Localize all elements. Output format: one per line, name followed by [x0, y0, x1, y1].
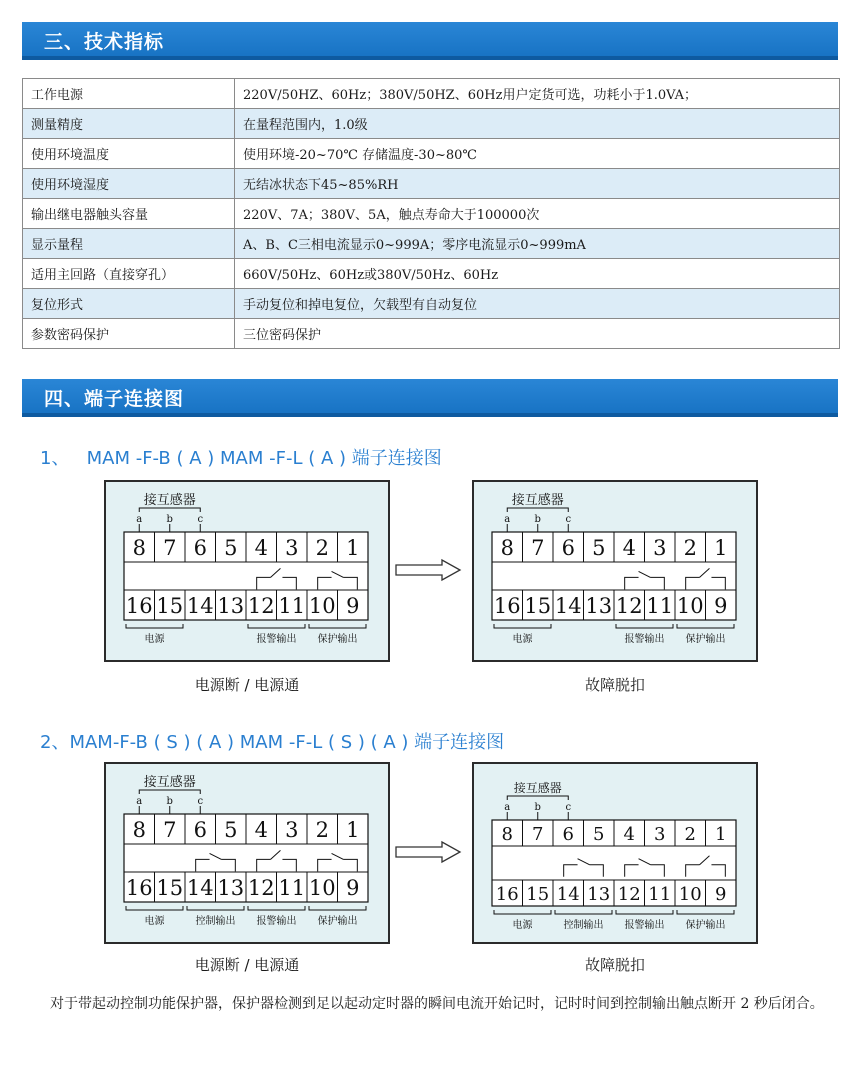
terminal-number: 7	[163, 536, 177, 560]
terminal-number: 6	[562, 824, 574, 845]
terminal-number: 2	[315, 818, 329, 842]
terminal-number: 12	[615, 594, 643, 618]
group-bracket	[309, 906, 366, 910]
terminal-number: 11	[278, 594, 306, 618]
terminal-number: 4	[622, 536, 636, 560]
terminal-group-label: 保护输出	[685, 634, 726, 645]
ct-phase-label: a	[504, 802, 511, 813]
table-row	[23, 259, 840, 289]
terminal-group-label: 电源	[512, 920, 533, 931]
terminal-number: 16	[125, 594, 153, 618]
diagram-2-title: 2、MAM-F-B ( S ) ( A ) MAM -F-L ( S ) ( A ) 端子连接图	[40, 732, 505, 753]
table-row	[23, 109, 840, 139]
terminal-group-label: 控制输出	[563, 920, 604, 931]
spec-value: 在量程范围内，1.0级	[235, 109, 840, 139]
diagram-2-before-caption: 电源断 / 电源通	[194, 956, 300, 974]
group-bracket	[126, 624, 183, 628]
terminal-number: 8	[500, 536, 514, 560]
ct-phase-label: a	[504, 514, 511, 525]
table-row	[23, 289, 840, 319]
terminal-number: 4	[254, 818, 268, 842]
terminal-group-label: 保护输出	[685, 920, 726, 931]
terminal-number: 12	[247, 594, 275, 618]
terminal-number: 7	[163, 818, 177, 842]
terminal-number: 1	[346, 818, 360, 842]
terminal-number: 16	[495, 884, 519, 905]
spec-key: 参数密码保护	[23, 319, 235, 349]
terminal-number: 16	[125, 876, 153, 900]
terminal-number: 12	[617, 884, 641, 905]
spec-value: 660V/50Hz、60Hz或380V/50Hz、60Hz	[235, 259, 840, 289]
spec-key: 使用环境湿度	[23, 169, 235, 199]
ct-label: 接互感器	[143, 493, 196, 508]
terminal-number: 7	[531, 536, 545, 560]
spec-value: 无结冰状态下45~85%RH	[235, 169, 840, 199]
terminal-number: 15	[156, 594, 184, 618]
terminal-number: 3	[285, 818, 299, 842]
ct-label: 接互感器	[511, 493, 564, 508]
ct-phase-label: a	[136, 514, 143, 525]
diagram-1-after-panel	[472, 480, 758, 662]
spec-key: 工作电源	[23, 79, 235, 109]
ct-phase-label: b	[166, 514, 173, 525]
table-row	[23, 169, 840, 199]
section-header-tech	[22, 22, 838, 60]
terminal-number: 15	[524, 594, 552, 618]
spec-value: 使用环境-20~70℃ 存储温度-30~80℃	[235, 139, 840, 169]
terminal-number: 13	[585, 594, 613, 618]
ct-phase-label: c	[565, 802, 572, 813]
table-row	[23, 139, 840, 169]
ct-label: 接互感器	[143, 775, 196, 790]
terminal-number: 6	[193, 536, 207, 560]
group-bracket	[187, 906, 244, 910]
group-bracket	[616, 624, 673, 628]
diagram-1-before-panel	[104, 480, 390, 662]
terminal-number: 12	[247, 876, 275, 900]
terminal-number: 2	[684, 824, 696, 845]
ct-bracket	[139, 508, 200, 512]
group-bracket	[677, 910, 734, 914]
terminal-number: 6	[193, 818, 207, 842]
terminal-group-label: 报警输出	[624, 920, 665, 931]
ct-bracket	[139, 790, 200, 794]
group-bracket	[677, 624, 734, 628]
group-bracket	[309, 624, 366, 628]
terminal-number: 5	[224, 536, 238, 560]
ct-phase-label: a	[136, 796, 143, 807]
spec-table	[22, 78, 840, 349]
terminal-group-label: 控制输出	[195, 916, 236, 927]
terminal-number: 4	[623, 824, 635, 845]
spec-value: 220V/50HZ、60Hz；380V/50HZ、60Hz用户定货可选，功耗小于1.0VA；	[235, 79, 840, 109]
terminal-number: 1	[346, 536, 360, 560]
terminal-group-label: 电源	[512, 634, 533, 645]
terminal-group-label: 电源	[144, 634, 165, 645]
terminal-number: 9	[346, 876, 360, 900]
terminal-number: 14	[556, 884, 580, 905]
spec-value: 手动复位和掉电复位，欠载型有自动复位	[235, 289, 840, 319]
ct-phase-label: b	[534, 802, 541, 813]
terminal-number: 7	[532, 824, 544, 845]
terminal-number: 1	[715, 824, 727, 845]
ct-phase-label: c	[197, 514, 204, 525]
group-bracket	[126, 906, 183, 910]
spec-value: A、B、C三相电流显示0~999A；零序电流显示0~999mA	[235, 229, 840, 259]
terminal-diagram	[106, 482, 388, 660]
terminal-number: 5	[224, 818, 238, 842]
ct-phase-label: b	[534, 514, 541, 525]
ct-phase-label: b	[166, 796, 173, 807]
group-bracket	[616, 910, 673, 914]
footnote: 对于带起动控制功能保护器，保护器检测到足以起动定时器的瞬间电流开始记时，记时时间到控制输出触点断开 2 秒后闭合。	[50, 996, 824, 1012]
terminal-group-label: 保护输出	[317, 916, 358, 927]
terminal-number: 6	[561, 536, 575, 560]
terminal-number: 1	[714, 536, 728, 560]
terminal-group-label: 报警输出	[256, 634, 297, 645]
terminal-number: 11	[648, 884, 672, 905]
group-bracket	[494, 624, 551, 628]
terminal-number: 13	[217, 594, 245, 618]
group-bracket	[494, 910, 551, 914]
diagram-2-after-panel	[472, 762, 758, 944]
terminal-number: 13	[587, 884, 611, 905]
table-row	[23, 319, 840, 349]
spec-key: 输出继电器触头容量	[23, 199, 235, 229]
group-bracket	[555, 910, 612, 914]
terminal-number: 2	[683, 536, 697, 560]
spec-key: 显示量程	[23, 229, 235, 259]
terminal-number: 10	[676, 594, 704, 618]
terminal-group-label: 报警输出	[256, 916, 297, 927]
arrow-icon	[394, 840, 464, 868]
table-row	[23, 79, 840, 109]
terminal-number: 3	[285, 536, 299, 560]
terminal-number: 8	[132, 818, 146, 842]
group-bracket	[248, 906, 305, 910]
spec-key: 复位形式	[23, 289, 235, 319]
spec-value: 220V、7A；380V、5A，触点寿命大于100000次	[235, 199, 840, 229]
terminal-number: 3	[653, 536, 667, 560]
ct-bracket	[507, 508, 568, 512]
ct-label: 接互感器	[513, 781, 562, 795]
terminal-group-label: 电源	[144, 916, 165, 927]
spec-key: 测量精度	[23, 109, 235, 139]
terminal-number: 8	[132, 536, 146, 560]
terminal-number: 15	[156, 876, 184, 900]
terminal-number: 5	[593, 824, 605, 845]
terminal-number: 10	[678, 884, 702, 905]
terminal-number: 3	[654, 824, 666, 845]
terminal-number: 2	[315, 536, 329, 560]
terminal-group-label: 保护输出	[317, 634, 358, 645]
terminal-number: 15	[526, 884, 550, 905]
table-row	[23, 229, 840, 259]
section-title-tech: 三、技术指标	[44, 31, 165, 53]
spec-value: 三位密码保护	[235, 319, 840, 349]
spec-key: 使用环境温度	[23, 139, 235, 169]
terminal-number: 14	[554, 594, 582, 618]
ct-phase-label: c	[565, 514, 572, 525]
terminal-number: 11	[646, 594, 674, 618]
terminal-number: 14	[186, 594, 214, 618]
terminal-group-label: 报警输出	[624, 634, 665, 645]
spec-key: 适用主回路（直接穿孔）	[23, 259, 235, 289]
terminal-number: 8	[501, 824, 513, 845]
diagram-1-after-caption: 故障脱扣	[584, 676, 645, 694]
diagram-1-before-caption: 电源断 / 电源通	[194, 676, 300, 694]
ct-bracket	[507, 796, 568, 800]
diagram-2-after-caption: 故障脱扣	[584, 956, 645, 974]
table-row	[23, 199, 840, 229]
terminal-number: 9	[346, 594, 360, 618]
terminal-diagram	[474, 764, 756, 942]
terminal-number: 13	[217, 876, 245, 900]
terminal-number: 9	[715, 884, 727, 905]
terminal-number: 9	[714, 594, 728, 618]
terminal-number: 16	[493, 594, 521, 618]
terminal-number: 14	[186, 876, 214, 900]
terminal-number: 5	[592, 536, 606, 560]
terminal-number: 11	[278, 876, 306, 900]
terminal-number: 10	[308, 594, 336, 618]
terminal-number: 10	[308, 876, 336, 900]
terminal-diagram	[106, 764, 388, 942]
section-header-terminal	[22, 379, 838, 417]
diagram-1-title: 1、 MAM -F-B ( A ) MAM -F-L ( A ) 端子连接图	[40, 448, 442, 469]
diagram-2-before-panel	[104, 762, 390, 944]
arrow-icon	[394, 558, 464, 586]
group-bracket	[248, 624, 305, 628]
section-title-terminal: 四、端子连接图	[44, 388, 185, 410]
terminal-number: 4	[254, 536, 268, 560]
terminal-diagram	[474, 482, 756, 660]
ct-phase-label: c	[197, 796, 204, 807]
